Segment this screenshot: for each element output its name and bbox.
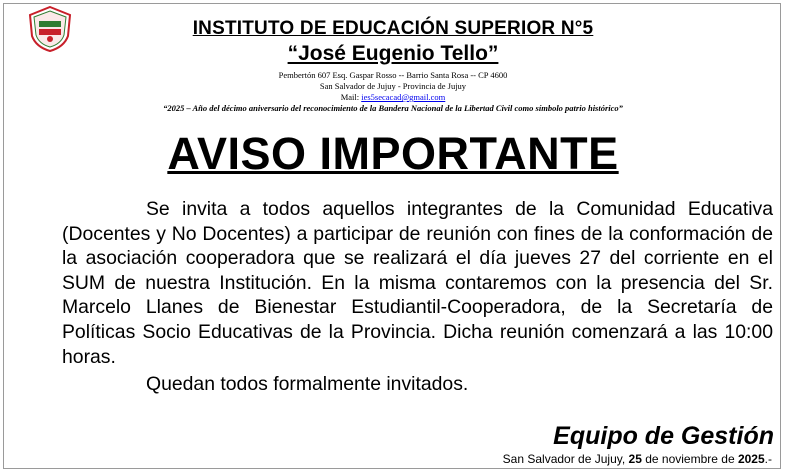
institution-name: “José Eugenio Tello” bbox=[287, 42, 499, 65]
signature: Equipo de Gestión bbox=[553, 422, 774, 450]
date-line bbox=[503, 452, 772, 466]
date-day: 25 bbox=[628, 452, 642, 466]
address-line: Pembertón 607 Esq. Gaspar Rosso -- Barrio Santa Rosa -- CP 4600 bbox=[278, 70, 508, 80]
date-prefix: San Salvador de Jujuy, bbox=[502, 452, 629, 466]
mail-line bbox=[0, 92, 786, 102]
date-year: 2025 bbox=[737, 452, 765, 466]
mail-label: Mail: bbox=[340, 92, 362, 102]
mail-link[interactable]: ies5secacad@gmail.com bbox=[361, 92, 446, 102]
institution-title: INSTITUTO DE EDUCACIÓN SUPERIOR N°5 bbox=[192, 18, 594, 39]
date-suffix: .- bbox=[764, 452, 772, 466]
notice-body: Se invita a todos aquellos integrantes de la Comunidad Educativa (Docentes y No Docentes) a participar de reunión con fines de la conformación de la asociación cooperadora que se realizará el día jueves 27 del corriente en el SUM de nuestra Institución. En la misma contaremos con la presencia del Sr. Marcelo Llanes de Bienestar Estudiantil-Cooperadora, de la Secretaría de Políticas Socio Educativas de la Provincia. Dicha reunión comenzará a las 10:00 horas. bbox=[62, 198, 773, 368]
notice-title: AVISO IMPORTANTE bbox=[167, 128, 619, 179]
notice-closing: Quedan todos formalmente invitados. bbox=[146, 373, 469, 395]
date-middle: de noviembre de bbox=[641, 452, 738, 466]
year-motto: “2025 – Año del décimo aniversario del reconocimiento de la Bandera Nacional de la Libertad Civil como símbolo patrio histórico” bbox=[163, 103, 623, 113]
city-line: San Salvador de Jujuy - Provincia de Jujuy bbox=[319, 81, 467, 91]
